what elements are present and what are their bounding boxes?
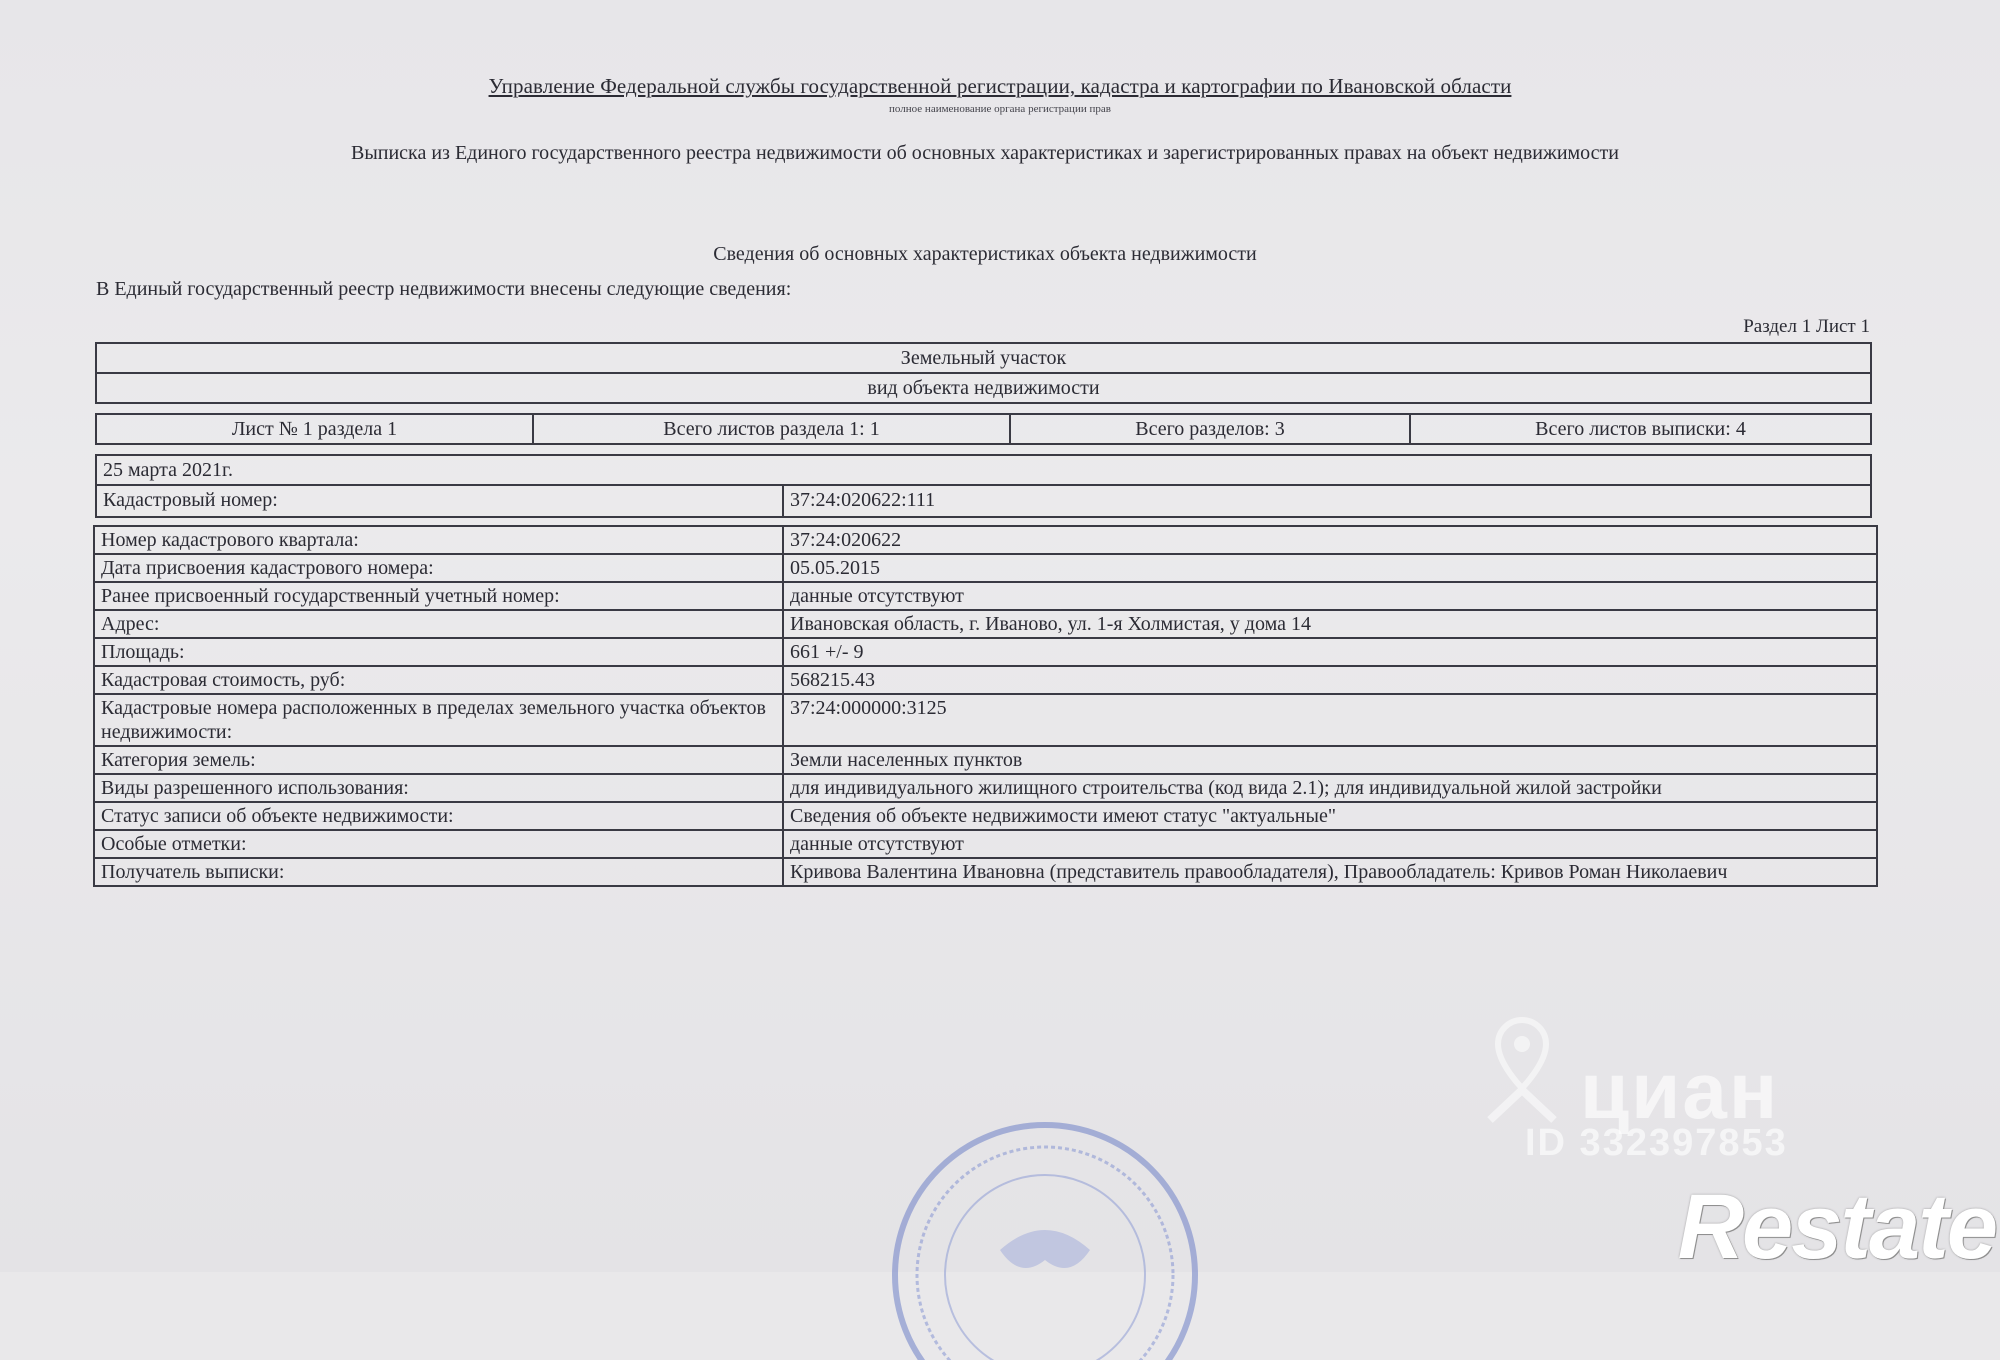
sheet-reference: Раздел 1 Лист 1 <box>1743 316 1870 337</box>
table-row <box>95 583 1876 611</box>
row-value: Ивановская область, г. Иваново, ул. 1-я Холмистая, у дома 14 <box>790 613 1311 635</box>
row-label: Кадастровые номера расположенных в пределах земельного участка объектов недвижимости: <box>95 695 784 745</box>
row-value: 05.05.2015 <box>790 557 880 579</box>
row-value: 661 +/- 9 <box>790 641 864 663</box>
table-row <box>95 667 1876 695</box>
table-row <box>95 639 1876 667</box>
row-label: Виды разрешенного использования: <box>95 775 784 801</box>
restate-logo: Restate <box>1677 1176 1996 1278</box>
intro-text: В Единый государственный реестр недвижимости внесены следующие сведения: <box>96 278 792 300</box>
row-value: Кривова Валентина Ивановна (представитель правообладателя), Правообладатель: Кривов Роман Николаевич <box>790 861 1728 883</box>
watermark-brand: циан <box>1580 1046 1780 1135</box>
date-cadastral-box <box>95 454 1872 518</box>
official-stamp-icon <box>880 1100 1210 1360</box>
row-label: Адрес: <box>95 611 784 637</box>
table-row <box>95 695 1876 747</box>
total-sheets-extract: Всего листов выписки: 4 <box>1535 418 1746 440</box>
row-label: Статус записи об объекте недвижимости: <box>95 803 784 829</box>
row-label: Категория земель: <box>95 747 784 773</box>
table-row <box>95 775 1876 803</box>
row-value: 37:24:000000:3125 <box>790 697 947 719</box>
section-heading: Сведения об основных характеристиках объекта недвижимости <box>713 243 1257 265</box>
object-type-caption: вид объекта недвижимости <box>97 372 1870 402</box>
row-value: Земли населенных пунктов <box>790 749 1023 771</box>
table-row <box>95 611 1876 639</box>
authority-caption: полное наименование органа регистрации прав <box>889 103 1111 115</box>
characteristics-table <box>93 525 1878 887</box>
object-type: Земельный участок <box>900 347 1067 369</box>
row-label: Кадастровая стоимость, руб: <box>95 667 784 693</box>
row-label: Особые отметки: <box>95 831 784 857</box>
table-row <box>95 747 1876 775</box>
cadastral-value: 37:24:020622:111 <box>790 489 936 511</box>
table-row <box>95 527 1876 555</box>
sheets-info-row <box>95 413 1872 445</box>
row-value: 568215.43 <box>790 669 875 691</box>
row-value: данные отсутствуют <box>790 833 964 855</box>
table-row <box>95 803 1876 831</box>
sheet-number: Лист № 1 раздела 1 <box>97 415 534 443</box>
row-value: 37:24:020622 <box>790 529 902 551</box>
table-row <box>95 555 1876 583</box>
cadastral-row <box>97 486 1870 516</box>
row-label: Ранее присвоенный государственный учетный номер: <box>95 583 784 609</box>
row-label: Номер кадастрового квартала: <box>95 527 784 553</box>
row-value: Сведения об объекте недвижимости имеют статус "актуальные" <box>790 805 1336 827</box>
watermark-id: ID 332397853 <box>1525 1122 1788 1164</box>
cadastral-label: Кадастровый номер: <box>97 486 784 516</box>
table-row <box>95 859 1876 885</box>
row-value: для индивидуального жилищного строительства (код вида 2.1); для индивидуальной жилой застройки <box>790 777 1662 799</box>
table-row <box>95 831 1876 859</box>
row-label: Получатель выписки: <box>95 859 784 885</box>
total-sections: Всего разделов: 3 <box>1011 415 1411 443</box>
row-value: данные отсутствуют <box>790 585 964 607</box>
authority-name: Управление Федеральной службы государственной регистрации, кадастра и картографии по Ивановской области <box>488 74 1512 98</box>
extract-title: Выписка из Единого государственного реестра недвижимости об основных характеристиках и зарегистрированных правах на объект недвижимости <box>350 142 1619 164</box>
row-label: Дата присвоения кадастрового номера: <box>95 555 784 581</box>
object-type-box <box>95 342 1872 404</box>
total-sheets-section: Всего листов раздела 1: 1 <box>534 415 1011 443</box>
row-label: Площадь: <box>95 639 784 665</box>
extract-date: 25 марта 2021г. <box>97 456 1870 486</box>
